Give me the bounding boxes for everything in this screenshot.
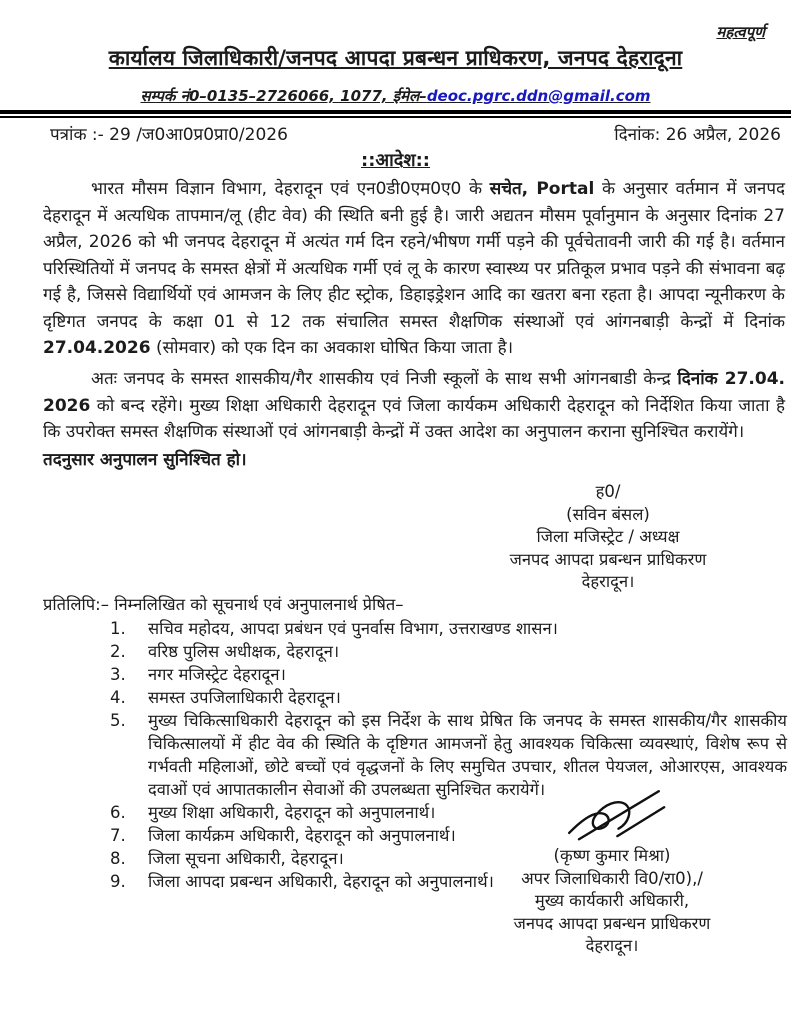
list-item — [110, 663, 787, 686]
para1-text-cont: के अनुसार वर्तमान में जनपद देहरादून में अत्यधिक तापमान/लू (हीट वेव) की स्थिति बनी हुई है। जारी अद्यतन मौसम पूर्वानुमान के अनुसार दिनांक 27 अप्रैल, 2026 को भी जनपद देहरादून में अत्यंत गर्म दिन रहने/भीषण गर्मी पड़ने की पूर्वचेतावनी जारी की गई है। वर्तमान परिस्थितियों में जनपद के समस्त क्षेत्रों में अत्यधिक गर्मी एवं लू के कारण स्वास्थ्य पर प्रतिकूल प्रभाव पड़ने की संभावना बढ़ गई है, जिससे विद्यार्थियों एवं आमजन के लिए हीट स्ट्रोक, डिहाइड्रेशन आदि का खतरा बना रहता है। आपदा न्यूनीकरण के दृष्टिगत जनपद के कक्षा 01 से 12 तक संचालित समस्त शैक्षणिक संस्थाओं एवं आंगनबाड़ी केन्द्रों में दिनांक — [43, 179, 785, 332]
office-title: कार्यालय जिलाधिकारी/जनपद आपदा प्रबन्धन प्राधिकरण, जनपद देहरादूना — [108, 46, 683, 70]
signatory-secondary-designation-2: मुख्य कार्यकारी अधिकारी, — [534, 891, 690, 910]
order-paragraph-2 — [43, 366, 785, 446]
signatory-primary-organization: जनपद आपदा प्रबन्धन प्राधिकरण — [509, 549, 707, 569]
handwritten-signature-icon — [559, 780, 674, 849]
list-item — [110, 686, 787, 709]
contact-line — [0, 86, 791, 106]
list-item — [110, 709, 787, 801]
signatory-secondary-name: (कृष्ण कुमार मिश्रा) — [553, 846, 671, 865]
letter-date: दिनांक: 26 अप्रैल, 2026 — [614, 125, 781, 145]
para1-text: भारत मौसम विज्ञान विभाग, देहरादून एवं एन0डी0एम0ए0 के — [91, 179, 490, 199]
compliance-note: तदनुसार अनुपालन सुनिश्चित हो। — [43, 450, 247, 470]
list-item-text: समस्त उपजिलाधिकारी देहरादून। — [148, 688, 341, 707]
list-item — [110, 617, 787, 640]
copy-list-heading: प्रतिलिपि:– निम्नलिखित को सूचनार्थ एवं अनुपालनार्थ प्रेषित– — [43, 595, 404, 614]
list-item-number: 8. — [110, 849, 126, 868]
list-item-number: 4. — [110, 688, 126, 707]
para2-text-end: को बन्द रहेंगे। मुख्य शिक्षा अधिकारी देहरादून एवं जिला कार्यकम अधिकारी देहरादून को निर्देशित किया जाता है कि उपरोक्त समस्त शैक्षणिक संस्थाओं एवं आंगनबाड़ी केन्द्रों में उक्त आदेश का अनुपालन कराना सुनिश्चित करायेंगे। — [43, 395, 785, 442]
letter-number: पत्रांक :- 29 /ज0आ0प्र0प्रा0/2026 — [50, 125, 288, 145]
list-item — [110, 801, 787, 824]
list-item-number: 1. — [110, 619, 126, 638]
list-item-number: 6. — [110, 803, 126, 822]
signatory-primary-name: (सविन बंसल) — [566, 504, 650, 524]
list-item — [110, 640, 787, 663]
signatory-secondary-designation-1: अपर जिलाधिकारी वि0/रा0),/ — [521, 868, 703, 888]
contact-email-link[interactable]: deoc.pgrc.ddn@gmail.com — [426, 87, 651, 105]
reference-row — [50, 122, 781, 145]
signatory-primary-place: देहरादून। — [581, 572, 635, 591]
signatory-primary-designation: जिला मजिस्ट्रेट / अध्यक्ष — [536, 527, 680, 546]
list-item-text: जिला कार्यक्रम अधिकारी, देहरादून को अनुपालनार्थ। — [148, 826, 456, 845]
order-heading: ::आदेश:: — [361, 150, 430, 171]
list-item-number: 3. — [110, 665, 126, 684]
para2-bold-date: दिनांक 27.04. 2026 — [43, 369, 785, 416]
para1-bold-portal: सचेत, Portal — [489, 179, 595, 199]
list-item — [110, 824, 787, 847]
contact-phone: सम्पर्क नं0–0135–2726066, 1077, ईमेल– — [140, 87, 427, 105]
list-item-text: वरिष्ठ पुलिस अधीक्षक, देहरादून। — [148, 642, 340, 661]
list-item-number: 5. — [110, 711, 126, 730]
list-item-text: जिला आपदा प्रबन्धन अधिकारी, देहरादून को अनुपालनार्थ। — [148, 872, 494, 891]
signed-abbreviation: ह0/ — [595, 482, 621, 501]
list-item-text: नगर मजिस्ट्रेट देहरादून। — [148, 665, 286, 684]
header-divider-rule — [0, 110, 791, 118]
list-item-number: 2. — [110, 642, 126, 661]
list-item-text: सचिव महोदय, आपदा प्रबंधन एवं पुनर्वास विभाग, उत्तराखण्ड शासन। — [148, 619, 558, 638]
list-item-number: 9. — [110, 872, 126, 891]
signatory-secondary-place: देहरादून। — [585, 936, 639, 955]
importance-label: महत्वपूर्ण — [716, 23, 765, 41]
list-item-text: मुख्य चिकित्साधिकारी देहरादून को इस निर्देश के साथ प्रेषित कि जनपद के समस्त शासकीय/गैर शासकीय चिकित्सालयों में हीट वेव की स्थिति के दृष्टिगत आमजनों हेतु आवश्यक चिकित्सा व्यवस्थाएं, विशेष रूप से गर्भवती महिलाओं, छोटे बच्चों एवं वृद्धजनों के लिए समुचित उपचार, शीतल पेयजल, ओआरएस, आवश्यक दवाओं एवं आपातकालीन सेवाओं की उपलब्धता सुनिश्चित करायेगें। — [148, 711, 787, 799]
signatory-secondary-organization: जनपद आपदा प्रबन्धन प्राधिकरण — [513, 913, 711, 933]
signatory-primary-block — [503, 481, 713, 594]
list-item-text: जिला सूचना अधिकारी, देहरादून। — [148, 849, 344, 868]
signatory-secondary-block — [498, 845, 726, 958]
para2-text: अतः जनपद के समस्त शासकीय/गैर शासकीय एवं निजी स्कूलों के साथ सभी आंगनबाडी केन्द्र — [91, 369, 678, 389]
para1-bold-date: 27.04.2026 — [43, 338, 151, 358]
list-item-text: मुख्य शिक्षा अधिकारी, देहरादून को अनुपालनार्थ। — [148, 803, 436, 822]
para1-text-end: (सोमवार) को एक दिन का अवकाश घोषित किया जाता है। — [150, 338, 514, 358]
order-paragraph-1 — [43, 176, 785, 362]
list-item-number: 7. — [110, 826, 126, 845]
